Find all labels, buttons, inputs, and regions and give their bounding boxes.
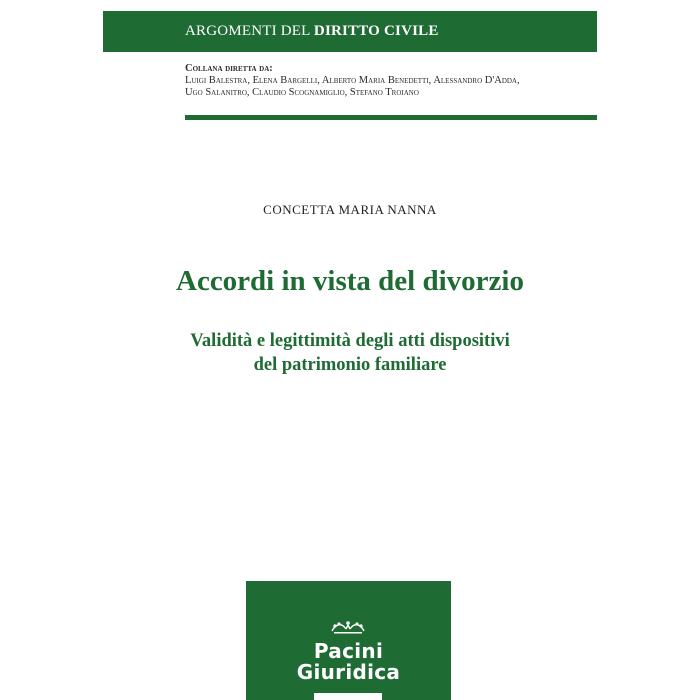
series-prefix: ARGOMENTI DEL xyxy=(185,23,310,39)
series-directors xyxy=(185,63,585,99)
publisher-tab xyxy=(314,693,382,700)
book-title: Accordi in vista del divorzio xyxy=(176,265,524,297)
series-name: DIRITTO CIVILE xyxy=(313,23,439,39)
subtitle-line-1: Validità e legittimità degli atti dispositivi xyxy=(190,331,510,351)
subtitle-line-2: del patrimonio familiare xyxy=(253,355,447,375)
green-divider xyxy=(185,115,597,120)
series-band xyxy=(103,11,597,52)
directors-line-1: Luigi Balestra, Elena Bargelli, Alberto Maria Benedetti, Alessandro D'Adda, xyxy=(185,75,520,86)
author-name: CONCETTA MARIA NANNA xyxy=(263,202,437,217)
wreath-emblem-icon xyxy=(328,619,368,635)
directors-line-2: Ugo Salanitro, Claudio Scognamiglio, Stefano Troiano xyxy=(185,87,419,98)
directors-heading: Collana diretta da: xyxy=(185,63,273,74)
book-subtitle xyxy=(103,329,597,377)
publisher-logo-block xyxy=(246,581,451,700)
publisher-name-line-2: Giuridica xyxy=(296,660,401,684)
publisher-name-line-1: Pacini xyxy=(313,639,384,663)
book-cover xyxy=(103,11,597,700)
